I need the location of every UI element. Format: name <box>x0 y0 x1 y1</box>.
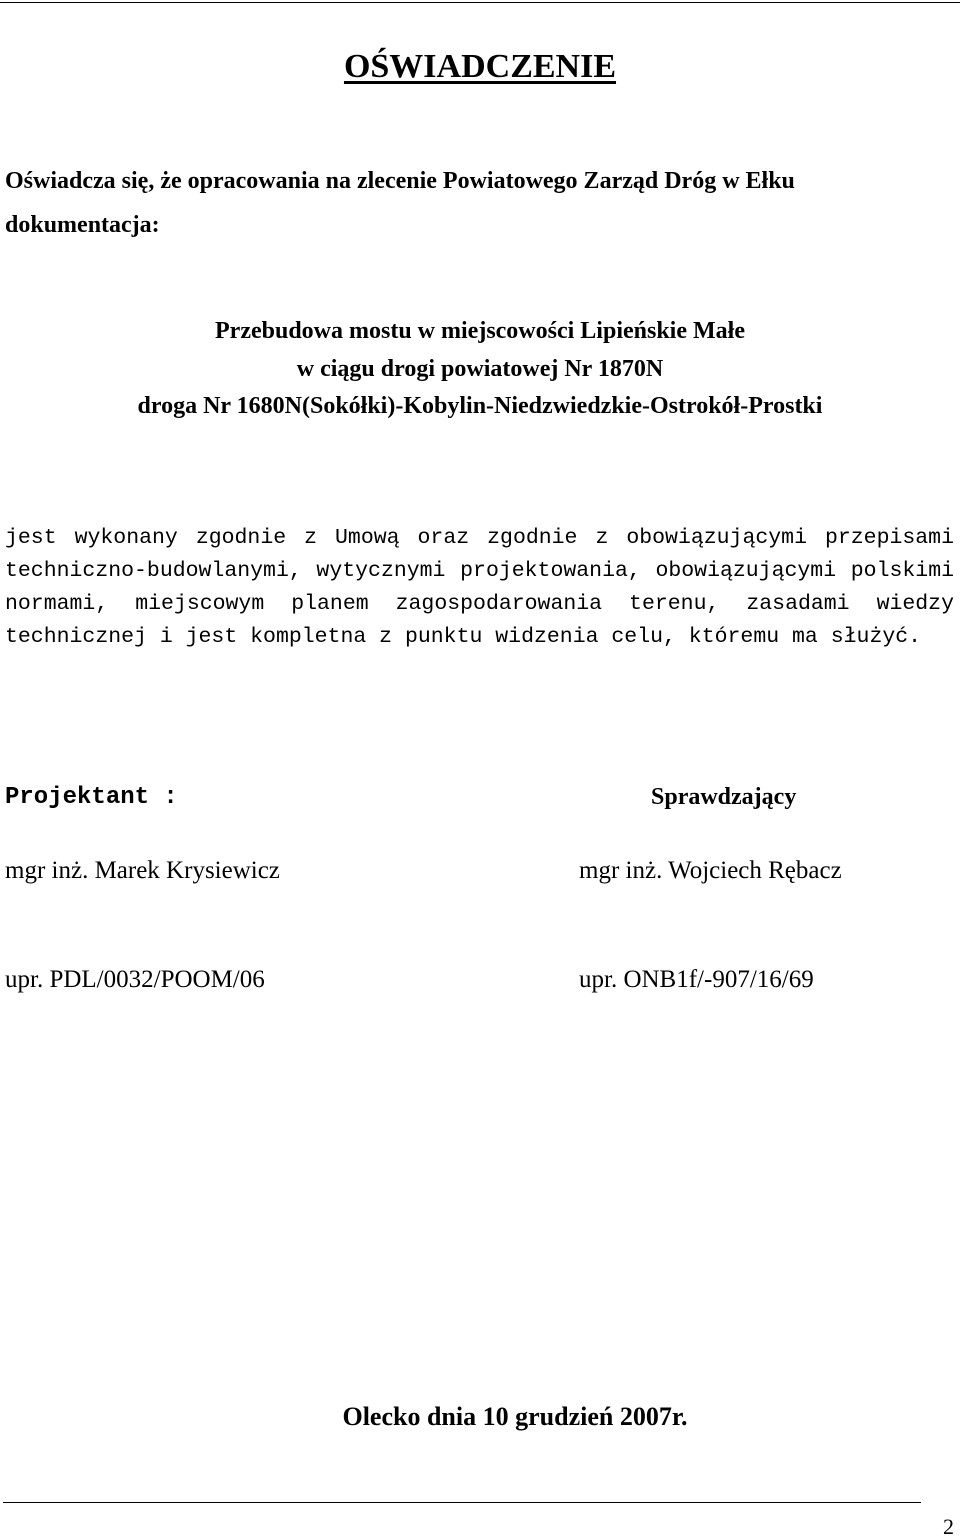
place-and-date: Olecko dnia 10 grudzień 2007r. <box>342 1402 688 1431</box>
designer-name: mgr inż. Marek Krysiewicz <box>5 857 280 884</box>
designer-role: Projektant : <box>5 784 178 811</box>
intro-line-2: dokumentacja: <box>5 212 160 238</box>
subject-line-2: w ciągu drogi powiatowej Nr 1870N <box>296 356 664 382</box>
body-line-2: techniczno-budowlanymi, wytycznymi projektowania, obowiązującymi polskimi <box>5 559 954 583</box>
verifier-name: mgr inż. Wojciech Rębacz <box>579 857 842 884</box>
verifier-license: upr. ONB1f/-907/16/69 <box>579 966 814 993</box>
intro-line-1: Oświadcza się, że opracowania na zlecenie Powiatowego Zarząd Dróg w Ełku <box>5 168 795 194</box>
document-title: OŚWIADCZENIE <box>343 48 617 85</box>
subject-line-1: Przebudowa mostu w miejscowości Lipieńskie Małe <box>215 318 745 344</box>
body-line-3: normami, miejscowym planem zagospodarowania terenu, zasadami wiedzy <box>5 592 954 616</box>
page-number: 2 <box>943 1514 954 1539</box>
body-line-1: jest wykonany zgodnie z Umową oraz zgodnie z obowiązującymi przepisami <box>5 526 954 550</box>
top-rule <box>0 2 960 3</box>
designer-license: upr. PDL/0032/POOM/06 <box>5 966 265 993</box>
body-line-4: technicznej i jest kompletna z punktu widzenia celu, któremu ma służyć. <box>5 625 922 649</box>
verifier-role: Sprawdzający <box>651 784 797 810</box>
declaration-body <box>5 522 954 654</box>
footer-rule <box>3 1502 921 1503</box>
subject-line-3: droga Nr 1680N(Sokółki)-Kobylin-Niedzwiedzkie-Ostrokół-Prostki <box>137 393 823 419</box>
